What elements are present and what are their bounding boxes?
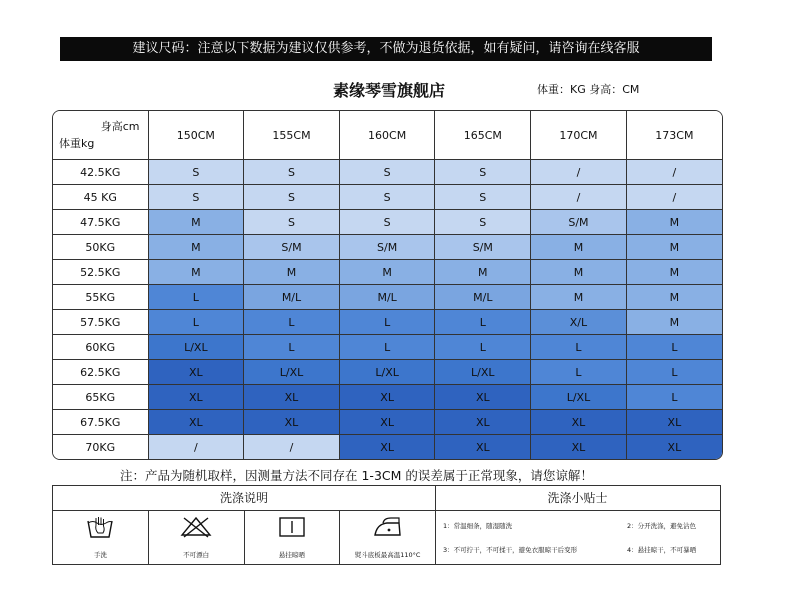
weight-cell: 57.5KG: [53, 310, 148, 335]
size-cell: S: [435, 160, 531, 185]
size-row: [53, 385, 722, 410]
size-table: [53, 111, 722, 459]
size-row: [53, 260, 722, 285]
size-cell: /: [531, 160, 627, 185]
iron-label: 熨斗底板最高温110°C: [354, 551, 421, 559]
wash-tips: [435, 486, 720, 564]
size-cell: S/M: [435, 235, 531, 260]
height-header: 170CM: [531, 111, 627, 160]
size-cell: L: [435, 310, 531, 335]
size-cell: S: [148, 185, 244, 210]
units-label: 体重：KG 身高：CM: [537, 83, 640, 96]
size-row: [53, 235, 722, 260]
size-cell: M: [626, 235, 722, 260]
height-axis-label: 身高cm: [100, 120, 140, 133]
size-cell: /: [148, 435, 244, 460]
size-cell: XL: [339, 435, 435, 460]
size-cell: M: [626, 285, 722, 310]
height-header: 150CM: [148, 111, 244, 160]
size-cell: /: [626, 160, 722, 185]
size-cell: M/L: [435, 285, 531, 310]
size-cell: XL: [626, 435, 722, 460]
size-cell: L/XL: [339, 360, 435, 385]
size-cell: S/M: [339, 235, 435, 260]
size-cell: X/L: [531, 310, 627, 335]
wash-instructions: [53, 486, 436, 564]
size-cell: M: [148, 260, 244, 285]
wash-tip: 1：常温细条，随湿随洗: [443, 522, 513, 530]
size-row: [53, 410, 722, 435]
size-cell: M: [435, 260, 531, 285]
weight-cell: 52.5KG: [53, 260, 148, 285]
size-cell: L: [626, 385, 722, 410]
no-bleach-icon: [179, 515, 213, 539]
size-cell: M: [244, 260, 340, 285]
size-row: [53, 210, 722, 235]
hand-wash-cell: [53, 511, 149, 565]
size-row: [53, 185, 722, 210]
notice-banner: 建议尺码：注意以下数据为建议仅供参考，不做为退货依据，如有疑问，请咨询在线客服: [60, 37, 712, 61]
no-bleach-cell: [149, 511, 245, 565]
hand-wash-label: 手洗: [93, 551, 107, 559]
size-cell: XL: [339, 385, 435, 410]
size-cell: S: [435, 185, 531, 210]
size-cell: XL: [339, 410, 435, 435]
size-cell: S: [244, 160, 340, 185]
hang-dry-cell: [245, 511, 341, 565]
size-cell: L: [435, 335, 531, 360]
size-cell: XL: [531, 435, 627, 460]
size-cell: XL: [626, 410, 722, 435]
weight-cell: 47.5KG: [53, 210, 148, 235]
size-cell: XL: [244, 410, 340, 435]
size-cell: S: [339, 160, 435, 185]
size-cell: L: [339, 335, 435, 360]
size-cell: XL: [531, 410, 627, 435]
size-cell: M: [339, 260, 435, 285]
size-cell: S/M: [244, 235, 340, 260]
corner-cell: [53, 111, 148, 160]
size-cell: M: [148, 235, 244, 260]
size-cell: L/XL: [531, 385, 627, 410]
height-header: 165CM: [435, 111, 531, 160]
weight-cell: 70KG: [53, 435, 148, 460]
no-bleach-label: 不可漂白: [183, 551, 210, 559]
size-cell: L: [244, 335, 340, 360]
header-row: [53, 111, 722, 160]
size-cell: M/L: [339, 285, 435, 310]
size-cell: M: [531, 235, 627, 260]
size-chart: [52, 110, 723, 460]
weight-cell: 50KG: [53, 235, 148, 260]
size-cell: XL: [244, 385, 340, 410]
weight-cell: 62.5KG: [53, 360, 148, 385]
size-cell: L: [339, 310, 435, 335]
wash-tip: 4：悬挂晾干，不可暴晒: [627, 546, 697, 554]
size-cell: M: [531, 285, 627, 310]
size-cell: /: [531, 185, 627, 210]
size-cell: XL: [148, 360, 244, 385]
disclaimer-note: 注：产品为随机取样，因测量方法不同存在 1-3CM 的误差属于正常现象，请您谅解！: [120, 468, 593, 483]
size-cell: L: [531, 335, 627, 360]
size-cell: L/XL: [148, 335, 244, 360]
size-cell: M: [148, 210, 244, 235]
size-cell: /: [626, 185, 722, 210]
weight-cell: 65KG: [53, 385, 148, 410]
size-cell: S: [148, 160, 244, 185]
size-cell: M: [626, 310, 722, 335]
wash-tip: 3：不可拧干，不可揉干，避免衣服晾干后变形: [443, 546, 578, 554]
iron-cell: [340, 511, 435, 565]
hand-wash-icon: [85, 515, 115, 541]
size-cell: M: [626, 210, 722, 235]
size-cell: XL: [435, 410, 531, 435]
size-cell: S: [244, 210, 340, 235]
height-header: 155CM: [244, 111, 340, 160]
size-cell: XL: [435, 435, 531, 460]
size-cell: /: [244, 435, 340, 460]
weight-axis-label: 体重kg: [59, 137, 95, 150]
store-name: 素缘琴雪旗舰店: [333, 81, 446, 100]
height-header: 160CM: [339, 111, 435, 160]
size-row: [53, 160, 722, 185]
size-cell: S: [339, 185, 435, 210]
hang-dry-icon: [277, 515, 307, 539]
size-cell: M/L: [244, 285, 340, 310]
hang-dry-label: 悬挂晾晒: [278, 551, 305, 559]
weight-cell: 67.5KG: [53, 410, 148, 435]
height-header: 173CM: [626, 111, 722, 160]
size-cell: S: [435, 210, 531, 235]
size-row: [53, 435, 722, 460]
size-cell: L: [148, 310, 244, 335]
size-cell: L: [626, 335, 722, 360]
size-row: [53, 285, 722, 310]
size-cell: XL: [148, 385, 244, 410]
size-cell: L: [626, 360, 722, 385]
size-cell: S: [244, 185, 340, 210]
size-cell: L: [531, 360, 627, 385]
size-cell: XL: [148, 410, 244, 435]
wash-instructions-title: 洗涤说明: [53, 486, 435, 511]
weight-cell: 60KG: [53, 335, 148, 360]
size-row: [53, 310, 722, 335]
weight-cell: 42.5KG: [53, 160, 148, 185]
size-cell: M: [626, 260, 722, 285]
weight-cell: 45 KG: [53, 185, 148, 210]
size-cell: S/M: [531, 210, 627, 235]
weight-cell: 55KG: [53, 285, 148, 310]
wash-tip: 2：分开洗涤，避免沾色: [627, 522, 697, 530]
iron-icon: [371, 515, 405, 539]
size-cell: L: [244, 310, 340, 335]
size-cell: S: [339, 210, 435, 235]
size-row: [53, 335, 722, 360]
size-cell: L/XL: [244, 360, 340, 385]
size-cell: M: [531, 260, 627, 285]
size-row: [53, 360, 722, 385]
size-cell: L: [148, 285, 244, 310]
size-cell: XL: [435, 385, 531, 410]
wash-tips-title: 洗涤小贴士: [435, 486, 720, 511]
size-cell: L/XL: [435, 360, 531, 385]
care-section: [52, 485, 721, 565]
